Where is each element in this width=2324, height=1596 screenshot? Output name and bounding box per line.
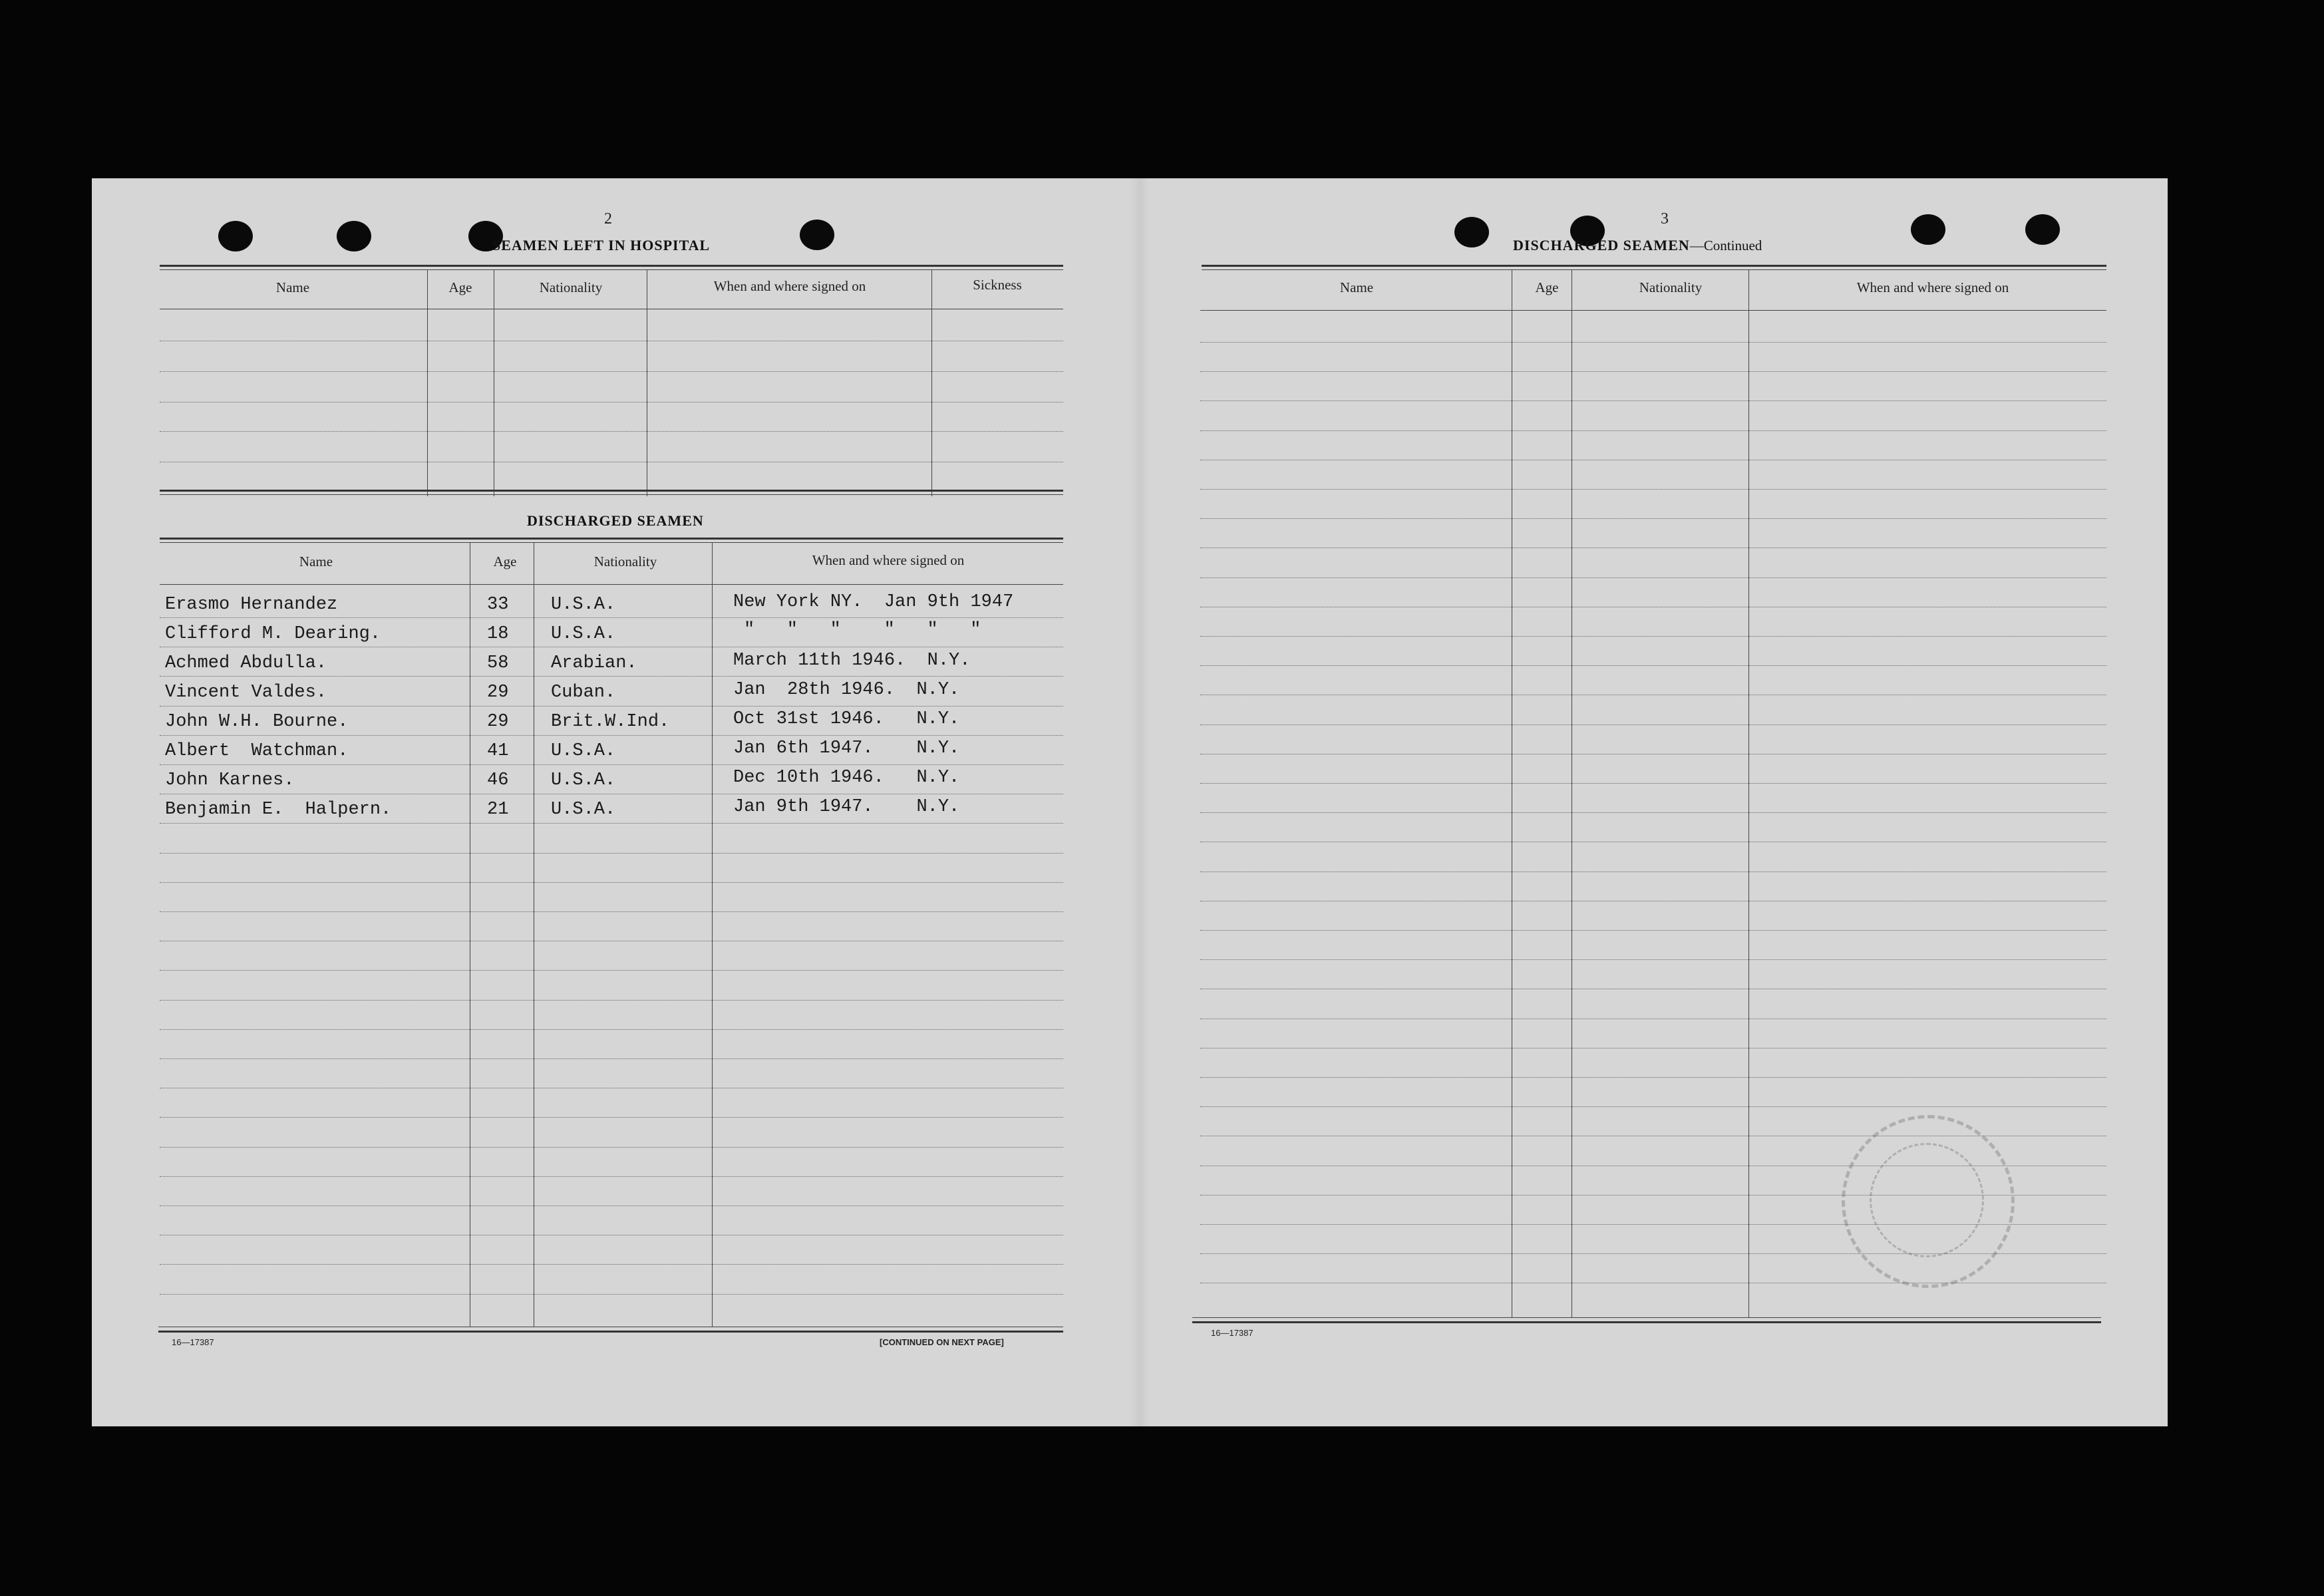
seaman-age: 18 [487,624,509,644]
entry-line [1200,371,2106,372]
entry-line [1200,489,2106,490]
entry-line [160,617,1063,618]
seaman-name: Benjamin E. Halpern. [165,800,392,820]
seaman-signed-on: March 11th 1946. N.Y. [733,651,971,671]
punch-hole [800,220,834,250]
seaman-name: Vincent Valdes. [165,683,327,703]
entry-line [1200,518,2106,519]
seaman-age: 41 [487,741,509,761]
form-number: 16—17387 [172,1337,214,1347]
entry-line [160,1000,1063,1001]
column-header-nationality: Nationality [593,554,657,569]
column-header-signed-on: When and where signed on [713,278,866,294]
seaman-signed-on: Jan 6th 1947. N.Y. [733,738,960,758]
column-header-nationality: Nationality [1639,279,1703,295]
seaman-signed-on: Oct 31st 1946. N.Y. [733,709,960,729]
entry-line [160,706,1063,707]
seaman-age: 46 [487,770,509,790]
continued-note: [CONTINUED ON NEXT PAGE] [880,1337,1004,1347]
header-rule [1200,310,2106,311]
entry-line [160,764,1063,765]
entry-line [160,1176,1063,1177]
entry-line [1200,1106,2106,1107]
column-header-age: Age [1535,279,1559,295]
seaman-signed-on: Dec 10th 1946. N.Y. [733,768,960,788]
entry-line [160,1205,1063,1206]
entry-line [1200,783,2106,784]
seaman-name: Achmed Abdulla. [165,653,327,673]
punch-hole [337,221,371,251]
table-rule [160,494,1063,495]
column-header-name: Name [275,279,310,295]
seaman-age: 21 [487,800,509,820]
discharged-continued-title: DISCHARGED SEAMEN—Continued [1513,237,1762,253]
table-rule [160,269,1063,270]
table-rule [1202,269,2106,270]
entry-line [160,970,1063,971]
table-rule [160,538,1063,540]
header-rule [160,584,1063,585]
column-header-nationality: Nationality [539,279,603,295]
seaman-nationality: U.S.A. [551,800,616,820]
hospital-section-title: SEAMEN LEFT IN HOSPITAL [492,237,711,253]
table-rule [160,542,1063,543]
official-stamp-inner [1870,1143,1984,1257]
punch-hole [1911,214,1945,245]
seaman-signed-on: New York NY. Jan 9th 1947 [733,592,1014,612]
table-rule [1202,265,2106,267]
table-rule [1192,1317,2101,1318]
entry-line [1200,430,2106,431]
page-number: 2 [604,210,612,228]
column-divider [1748,269,1749,1318]
entry-line [160,1117,1063,1118]
page-number: 3 [1661,210,1669,228]
seaman-signed-on: " " " " " " [744,620,981,640]
entry-line [160,735,1063,736]
entry-line [1200,1077,2106,1078]
seaman-nationality: Brit.W.Ind. [551,712,670,732]
center-fold [1130,178,1150,1426]
entry-line [160,371,1063,372]
seaman-nationality: U.S.A. [551,770,616,790]
seaman-nationality: Cuban. [551,683,616,703]
entry-line [160,431,1063,432]
entry-line [1200,812,2106,813]
seaman-age: 29 [487,683,509,703]
entry-line [160,1264,1063,1265]
punch-hole [1454,217,1489,247]
entry-line [160,853,1063,854]
seaman-name: Albert Watchman. [165,741,349,761]
entry-line [160,882,1063,883]
entry-line [1200,665,2106,666]
entry-line [160,1029,1063,1030]
table-rule [160,265,1063,267]
entry-line [160,676,1063,677]
seaman-name: John W.H. Bourne. [165,712,349,732]
seaman-age: 33 [487,595,509,615]
entry-line [160,1294,1063,1295]
entry-line [160,1058,1063,1059]
seaman-name: John Karnes. [165,770,295,790]
form-number: 16—17387 [1211,1328,1253,1338]
entry-line [1200,959,2106,960]
entry-line [1200,636,2106,637]
entry-line [160,1147,1063,1148]
punch-hole [2025,214,2060,245]
discharged-section-title: DISCHARGED SEAMEN [527,512,704,529]
entry-line [1200,577,2106,578]
manifest-sheet [92,178,2168,1426]
entry-line [160,823,1063,824]
seaman-nationality: Arabian. [551,653,637,673]
seaman-nationality: U.S.A. [551,624,616,644]
seaman-nationality: U.S.A. [551,741,616,761]
column-header-sickness: Sickness [973,277,1022,293]
entry-line [1200,400,2106,401]
seaman-signed-on: Jan 28th 1946. N.Y. [733,680,960,700]
column-header-name: Name [1339,279,1374,295]
entry-line [1200,724,2106,725]
table-rule [1192,1321,2101,1323]
column-header-age: Age [493,554,517,569]
column-divider [712,542,713,1327]
table-rule [158,1331,1063,1333]
entry-line [160,911,1063,912]
seaman-age: 29 [487,712,509,732]
column-header-name: Name [299,554,333,569]
table-rule [160,490,1063,492]
entry-line [1200,342,2106,343]
punch-hole [218,221,253,251]
column-header-signed-on: When and where signed on [1856,279,2009,295]
seaman-age: 58 [487,653,509,673]
seaman-nationality: U.S.A. [551,595,616,615]
entry-line [1200,930,2106,931]
column-header-signed-on: When and where signed on [812,552,965,568]
seaman-name: Clifford M. Dearing. [165,624,381,644]
seaman-signed-on: Jan 9th 1947. N.Y. [733,797,960,817]
column-header-age: Age [448,279,472,295]
seaman-name: Erasmo Hernandez [165,595,338,615]
